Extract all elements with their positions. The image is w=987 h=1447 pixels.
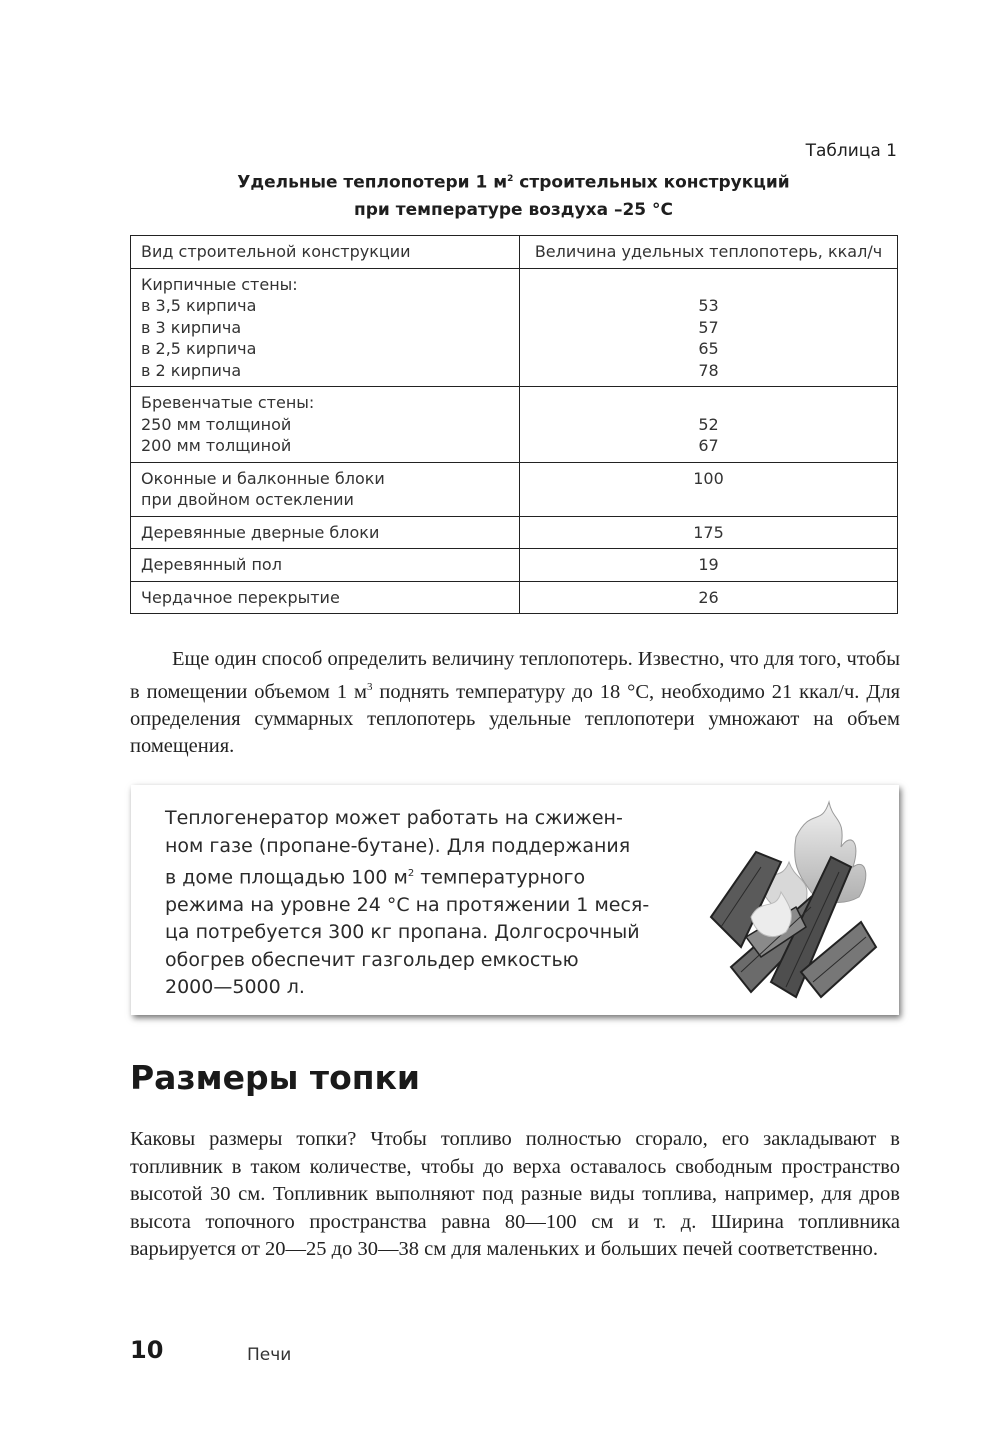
value-cell: 19 — [520, 549, 898, 582]
page-number: 10 — [130, 1336, 164, 1364]
column-header-construction: Вид строительной конструкции — [131, 236, 520, 269]
value-cell: 52 67 — [520, 387, 898, 463]
table-row — [131, 516, 898, 549]
table-row — [131, 462, 898, 516]
burning-logs-icon — [701, 797, 886, 1007]
construction-cell: Кирпичные стены: в 3,5 кирпича в 3 кирпича в 2,5 кирпича в 2 кирпича — [131, 268, 520, 387]
construction-cell: Чердачное перекрытие — [131, 581, 520, 614]
table-row — [131, 581, 898, 614]
table-title-line1: Удельные теплопотери 1 $м^2$ строительных конструкций — [237, 172, 790, 193]
table-title-line2: при температуре воздуха –25 °С — [353, 199, 674, 220]
value-cell: 100 — [520, 462, 898, 516]
table-title — [130, 166, 897, 224]
table-label: Таблица 1 — [805, 141, 897, 161]
body-paragraph-heat-loss: Еще один способ определить величину теплопотерь. Известно, что для того, чтобы в помещении объемом 1 $м^3$ поднять температуру до 18 °С, необходимо 21 ккал/ч. Для определения суммарных теплопотерь удельные теплопотери умножают на объем помещения. — [130, 648, 900, 758]
construction-cell: Деревянный пол — [131, 549, 520, 582]
table-header-row — [131, 236, 898, 269]
running-title: Печи — [247, 1345, 292, 1365]
section-heading: Размеры топки — [130, 1058, 421, 1097]
value-cell: 26 — [520, 581, 898, 614]
value-cell: 175 — [520, 516, 898, 549]
info-box-text: Теплогенератор может работать на сжижен- ном газе (пропане-бутане). Для поддержания в доме площадью 100 $м^2$ температурного режима на уровне 24 °С на протяжении 1 меся- ца потребуется 300 кг пропана. Долгосрочный обогрев обеспечит газгольдер емкостью 2000—5000 л. — [165, 807, 650, 999]
value-cell: 53 57 65 78 — [520, 268, 898, 387]
table-row — [131, 549, 898, 582]
construction-cell: Оконные и балконные блоки при двойном остеклении — [131, 462, 520, 516]
info-box — [131, 785, 899, 1015]
table-row — [131, 387, 898, 463]
heat-loss-table — [130, 235, 898, 614]
table-row — [131, 268, 898, 387]
body-paragraph-firebox-size: Каковы размеры топки? Чтобы топливо полностью сгорало, его закладывают в топливник в таком количестве, чтобы до верха оставалось свободным пространство высотой 30 см. Топливник выполняют под разные виды топлива, например, для дров высота топочного пространства равна 80—100 см и т. д. Ширина топливника варьируется от 20—25 до 30—38 см для маленьких и больших печей соответственно. — [130, 1128, 900, 1260]
construction-cell: Деревянные дверные блоки — [131, 516, 520, 549]
construction-cell: Бревенчатые стены: 250 мм толщиной 200 мм толщиной — [131, 387, 520, 463]
column-header-heat-loss: Величина удельных теплопотерь, ккал/ч — [520, 236, 898, 269]
